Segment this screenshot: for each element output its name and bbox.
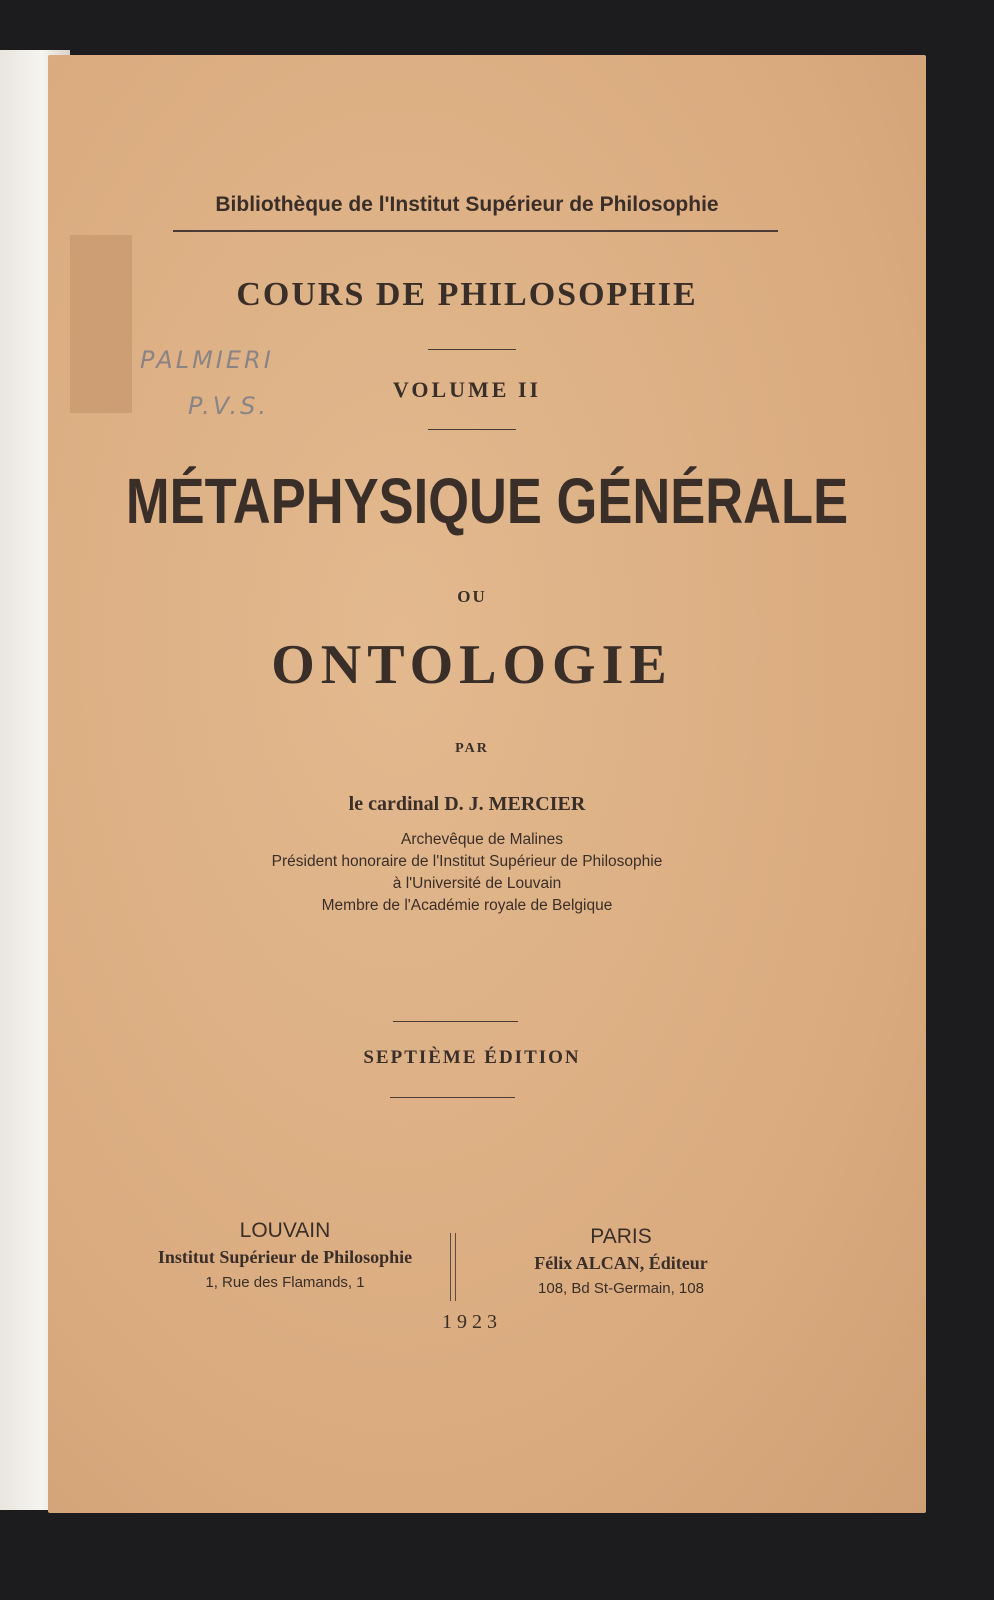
collection-title: COURS DE PHILOSOPHIE [236,276,698,313]
publisher-address: 1, Rue des Flamands, 1 [205,1273,365,1291]
divider [428,429,516,430]
author-title: Archevêque de Malines [401,831,563,848]
publisher-louvain [120,1219,450,1291]
book-subtitle: ONTOLOGIE [271,634,673,696]
volume-label: VOLUME II [392,377,542,402]
edition-label: SEPTIÈME ÉDITION [363,1047,581,1068]
handwritten-initials: P.V.S. [188,392,269,420]
divider [393,1021,518,1022]
publisher-city: PARIS [590,1225,652,1248]
title-page [48,55,926,1513]
conjunction: OU [457,587,487,606]
publisher-name: Institut Supérieur de Philosophie [157,1247,413,1268]
by-label: PAR [455,741,489,756]
publisher-name: Félix ALCAN, Éditeur [534,1253,708,1274]
author-name: le cardinal D. J. MERCIER [348,793,586,815]
divider [173,230,778,232]
divider [390,1097,515,1098]
divider [428,349,516,350]
publisher-city: LOUVAIN [239,1219,331,1242]
author-title: Membre de l'Académie royale de Belgique [321,897,613,914]
publication-year: 1923 [442,1311,502,1333]
author-title: Président honoraire de l'Institut Supérieur de Philosophie [271,853,663,870]
publisher-address: 108, Bd St-Germain, 108 [538,1279,704,1297]
series-title: Bibliothèque de l'Institut Supérieur de Philosophie [215,193,719,216]
handwritten-name: PALMIERI [140,346,274,374]
author-title: à l'Université de Louvain [392,875,562,892]
publisher-paris [456,1225,786,1297]
book-title: MÉTAPHYSIQUE GÉNÉRALE [125,465,849,537]
